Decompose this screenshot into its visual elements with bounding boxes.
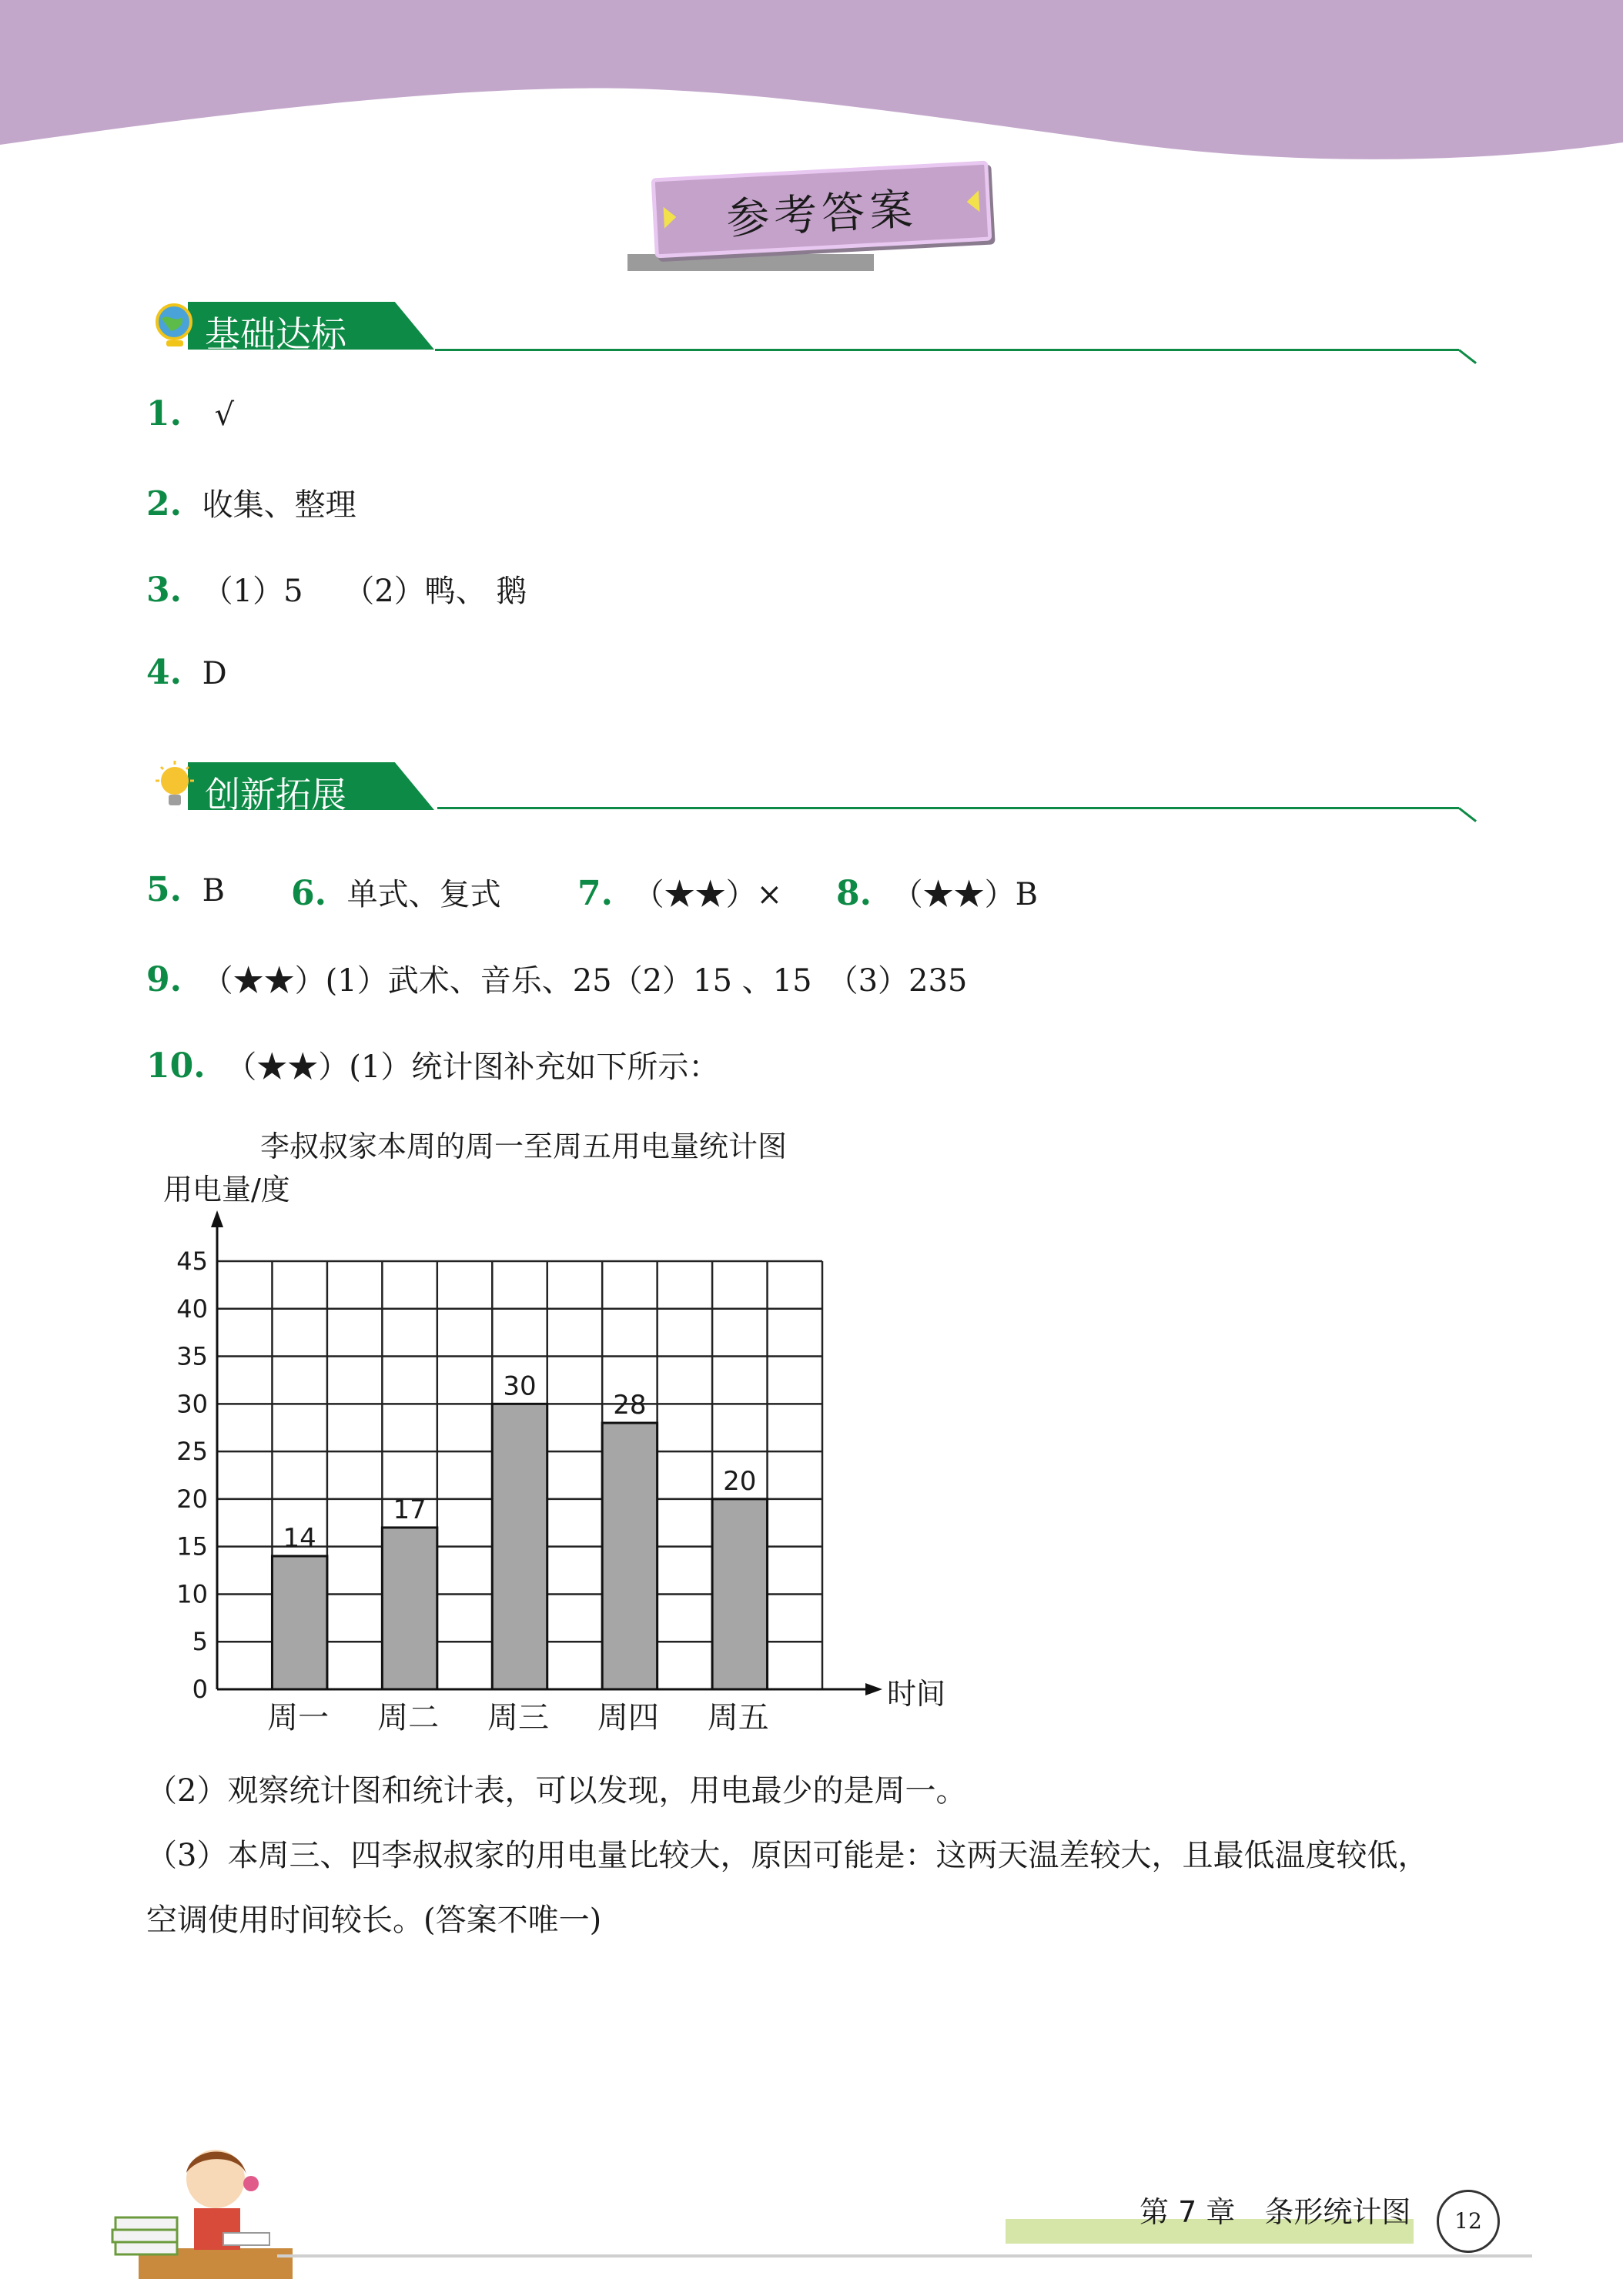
section-basic-label: 基础达标 <box>205 313 346 355</box>
y-tick-label: 5 <box>192 1627 208 1657</box>
answer-8 <box>836 870 1038 914</box>
data-label: 14 <box>283 1523 316 1555</box>
answer-10 <box>146 1043 719 1086</box>
answer-number: 10. <box>146 1046 206 1086</box>
lightbulb-icon <box>151 761 199 812</box>
answer-6 <box>291 870 501 914</box>
answer-9 <box>146 956 967 1000</box>
answer-number: 1. <box>146 394 182 433</box>
answer-number: 2. <box>146 484 182 524</box>
chapter-title: 第 7 章 条形统计图 <box>1139 2195 1411 2229</box>
title-badge <box>651 161 992 259</box>
y-tick-label: 20 <box>176 1484 208 1514</box>
answer-number: 7. <box>577 874 613 913</box>
answer-10-part-3-line-1: （3）本周三、四李叔叔家的用电量比较大，原因可能是：这两天温差较大，且最低温度较低， <box>146 1838 1429 1873</box>
section-basic-rule-tail <box>1458 349 1477 364</box>
y-tick-label: 0 <box>192 1675 208 1704</box>
y-tick-label: 30 <box>176 1389 208 1419</box>
header-wave <box>0 0 1623 177</box>
answer-text: （★★）B <box>892 877 1039 912</box>
answer-number: 6. <box>291 874 326 913</box>
answer-7 <box>577 870 782 914</box>
answer-text: （★★）(1）武术、音乐、25（2）15 、15 （3）235 <box>202 963 968 999</box>
answer-text: √ <box>214 397 235 433</box>
answer-3 <box>146 567 527 611</box>
answer-1 <box>146 394 234 433</box>
answer-number: 4. <box>146 653 182 692</box>
answer-text: 单式、复式 <box>346 877 501 912</box>
answer-text: D <box>202 656 227 691</box>
section-advanced-rule-tail <box>1458 807 1477 822</box>
answer-4 <box>146 653 227 692</box>
globe-icon <box>151 300 199 351</box>
x-tick-label: 周三 <box>487 1700 549 1735</box>
y-tick-labels <box>176 1247 208 1704</box>
data-label: 20 <box>723 1465 757 1497</box>
page-number: 12 <box>1437 2190 1500 2253</box>
answer-text: B <box>202 873 226 909</box>
x-tick-label: 周四 <box>597 1700 659 1735</box>
chart-title: 李叔叔家本周的周一至周五用电量统计图 <box>260 1130 788 1163</box>
y-tick-label: 40 <box>176 1294 208 1324</box>
answer-number: 9. <box>146 960 182 999</box>
data-label: 30 <box>503 1371 537 1402</box>
bar <box>602 1423 657 1689</box>
x-tick-label: 周一 <box>267 1700 330 1735</box>
answer-text: （1）5 （2）鸭、 鹅 <box>202 574 527 609</box>
data-label: 17 <box>393 1494 427 1525</box>
answer-number: 5. <box>146 870 182 909</box>
answer-text: （★★）× <box>633 877 783 912</box>
answer-2 <box>146 480 356 524</box>
answer-text: （★★）(1）统计图补充如下所示： <box>226 1049 720 1085</box>
bar <box>712 1499 767 1689</box>
bar-chart <box>146 1163 978 1755</box>
bar <box>492 1404 547 1689</box>
answer-text: 收集、整理 <box>202 487 356 523</box>
footer-line <box>277 2254 1532 2258</box>
y-tick-label: 15 <box>176 1531 208 1561</box>
section-advanced-label: 创新拓展 <box>205 774 346 815</box>
answer-10-part-3-line-2: 空调使用时间较长。(答案不唯一) <box>146 1903 602 1938</box>
x-tick-label: 周五 <box>707 1700 769 1735</box>
answer-number: 3. <box>146 571 182 610</box>
section-basic-rule <box>435 349 1459 351</box>
y-tick-label: 35 <box>176 1341 208 1371</box>
x-tick-label: 周二 <box>377 1700 440 1735</box>
y-axis-label: 用电量/度 <box>163 1173 290 1207</box>
answer-number: 8. <box>836 874 872 913</box>
x-axis-label: 时间 <box>887 1677 946 1711</box>
student-illustration <box>108 2125 323 2296</box>
answer-10-part-2: （2）观察统计图和统计表，可以发现，用电最少的是周一。 <box>146 1773 967 1809</box>
bar <box>382 1528 437 1689</box>
y-axis-arrow-icon <box>211 1210 223 1227</box>
data-label: 28 <box>613 1390 647 1421</box>
x-tick-labels <box>267 1700 769 1735</box>
page-title: 参考答案 <box>724 184 919 245</box>
answer-5 <box>146 870 225 909</box>
y-tick-label: 25 <box>176 1437 208 1467</box>
bar <box>272 1556 326 1689</box>
x-axis-arrow-icon <box>865 1683 882 1695</box>
y-tick-label: 10 <box>176 1579 208 1609</box>
y-tick-label: 45 <box>176 1247 208 1276</box>
section-advanced-rule <box>437 807 1459 809</box>
